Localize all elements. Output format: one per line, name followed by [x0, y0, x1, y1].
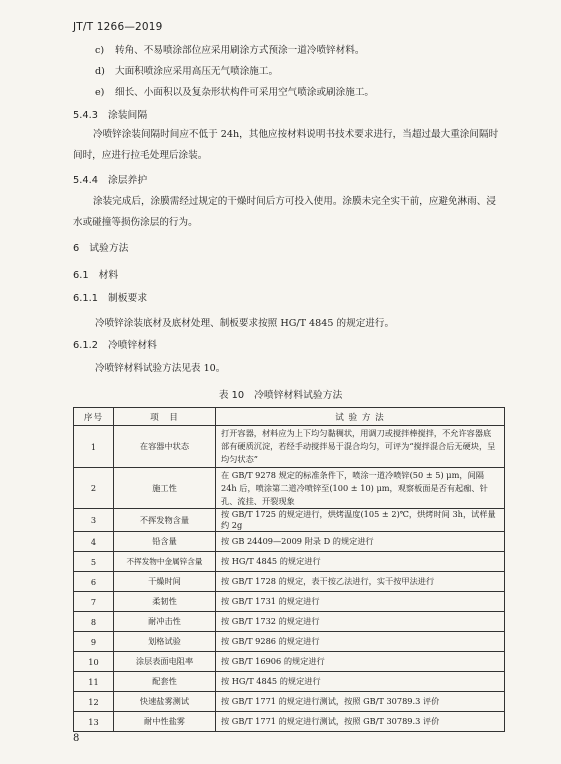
section-heading	[73, 293, 147, 305]
row-method: 按 GB/T 9286 的规定进行	[216, 632, 505, 652]
row-method: 按 GB/T 16906 的规定进行	[216, 652, 505, 672]
row-item: 配套性	[114, 672, 216, 692]
table-caption	[0, 387, 561, 401]
row-item: 干燥时间	[114, 572, 216, 592]
row-index: 11	[74, 672, 114, 692]
test-methods-table	[73, 407, 505, 732]
column-header-index: 序号	[74, 408, 114, 426]
table-row	[74, 712, 505, 732]
row-index: 1	[74, 426, 114, 468]
section-paragraph: 冷喷锌材料试验方法见表 10。	[95, 363, 226, 374]
section-title: 冷喷锌材料	[107, 340, 157, 351]
table-header-row	[74, 408, 505, 426]
section-title: 涂装间隔	[107, 110, 148, 121]
list-item	[95, 66, 278, 78]
section-heading	[73, 270, 118, 282]
row-index: 4	[74, 532, 114, 552]
section-paragraph	[73, 124, 505, 166]
list-item-label: e)	[95, 87, 105, 98]
row-index: 13	[74, 712, 114, 732]
table-row	[74, 672, 505, 692]
list-item-text: 转角、不易喷涂部位应采用刷涂方式预涂一道冷喷锌材料。	[115, 45, 365, 56]
table-number: 表 10	[218, 390, 245, 401]
section-title: 制板要求	[107, 293, 148, 304]
paragraph-text: 冷喷锌涂装间隔时间应不低于 24h，其他应按材料说明书技术要求进行，当超过最大重涂间隔时间时，应进行拉毛处理后涂装。	[73, 129, 499, 161]
table-row	[74, 632, 505, 652]
table-title: 冷喷锌材料试验方法	[254, 390, 343, 401]
row-item: 耐中性盐雾	[114, 712, 216, 732]
table-row	[74, 532, 505, 552]
row-index: 9	[74, 632, 114, 652]
row-method: 按 GB/T 1725 的规定进行，烘烤温度(105 ± 2)℃，烘烤时间 3h，试样量约 2g	[216, 509, 505, 532]
row-index: 6	[74, 572, 114, 592]
row-method: 按 GB/T 1732 的规定进行	[216, 612, 505, 632]
section-number: 6.1.2	[73, 340, 98, 351]
section-number: 6.1	[73, 270, 89, 281]
row-item: 快速盐雾测试	[114, 692, 216, 712]
row-method: 按 HG/T 4845 的规定进行	[216, 672, 505, 692]
paragraph-text: 涂装完成后，涂膜需经过规定的干燥时间后方可投入使用。涂膜未完全实干前，应避免淋雨、浸水或碰撞等损伤涂层的行为。	[73, 196, 496, 228]
table-row	[74, 592, 505, 612]
section-paragraph: 冷喷锌涂装底材及底材处理、制板要求按照 HG/T 4845 的规定进行。	[95, 318, 395, 329]
table-row	[74, 509, 505, 532]
table-row	[74, 468, 505, 509]
row-index: 7	[74, 592, 114, 612]
row-index: 8	[74, 612, 114, 632]
section-title: 材料	[98, 270, 119, 281]
row-method: 打开容器，材料应为上下均匀黏稠状，用调刀或搅拌棒搅拌，不允许容器底部有硬质沉淀，若经手动搅拌易于混合均匀，可评为“搅拌混合后无硬块，呈均匀状态”	[216, 426, 505, 468]
table-row	[74, 552, 505, 572]
row-method: 按 GB 24409—2009 附录 D 的规定进行	[216, 532, 505, 552]
row-item: 在容器中状态	[114, 426, 216, 468]
row-method: 按 GB/T 1771 的规定进行测试，按照 GB/T 30789.3 评价	[216, 692, 505, 712]
list-item-label: d)	[95, 66, 105, 77]
section-heading	[73, 340, 157, 352]
section-number: 6	[73, 243, 80, 254]
row-item: 铅含量	[114, 532, 216, 552]
column-header-method: 试 验 方 法	[216, 408, 505, 426]
table-row	[74, 612, 505, 632]
list-item-text: 细长、小面积以及复杂形状构件可采用空气喷涂或刷涂施工。	[115, 87, 375, 98]
list-item-label: c)	[95, 45, 105, 56]
row-method: 按 HG/T 4845 的规定进行	[216, 552, 505, 572]
section-number: 6.1.1	[73, 293, 98, 304]
row-item: 耐冲击性	[114, 612, 216, 632]
table-row	[74, 426, 505, 468]
list-item	[95, 45, 364, 57]
row-index: 5	[74, 552, 114, 572]
row-method: 按 GB/T 1728 的规定，表干按乙法进行，实干按甲法进行	[216, 572, 505, 592]
section-paragraph	[73, 191, 505, 233]
table-row	[74, 572, 505, 592]
list-item-text: 大面积喷涂应采用高压无气喷涂施工。	[115, 66, 279, 77]
row-method: 在 GB/T 9278 规定的标准条件下，喷涂一道冷喷锌(50 ± 5) μm，间隔 24h 后，喷涂第二道冷喷锌至(100 ± 10) μm，观察板面是否有起痂、针孔、流挂、开裂现象	[216, 468, 505, 509]
row-item: 涂层表面电阻率	[114, 652, 216, 672]
table-row	[74, 652, 505, 672]
row-index: 2	[74, 468, 114, 509]
row-index: 10	[74, 652, 114, 672]
row-method: 按 GB/T 1771 的规定进行测试，按照 GB/T 30789.3 评价	[216, 712, 505, 732]
table-row	[74, 692, 505, 712]
row-item: 不挥发物中金属锌含量	[114, 552, 216, 572]
section-heading	[73, 110, 147, 122]
section-title: 涂层养护	[107, 175, 148, 186]
page-number: 8	[73, 733, 80, 744]
row-index: 3	[74, 509, 114, 532]
section-title: 试验方法	[89, 243, 129, 254]
section-number: 5.4.3	[73, 110, 98, 121]
section-heading	[73, 175, 147, 187]
row-item: 划格试验	[114, 632, 216, 652]
column-header-item: 项 目	[114, 408, 216, 426]
section-number: 5.4.4	[73, 175, 98, 186]
chapter-heading	[73, 243, 128, 255]
row-item: 柔韧性	[114, 592, 216, 612]
row-item: 不挥发物含量	[114, 509, 216, 532]
row-method: 按 GB/T 1731 的规定进行	[216, 592, 505, 612]
row-item: 施工性	[114, 468, 216, 509]
standard-code-header: JT/T 1266—2019	[73, 21, 163, 33]
list-item	[95, 87, 374, 99]
row-index: 12	[74, 692, 114, 712]
